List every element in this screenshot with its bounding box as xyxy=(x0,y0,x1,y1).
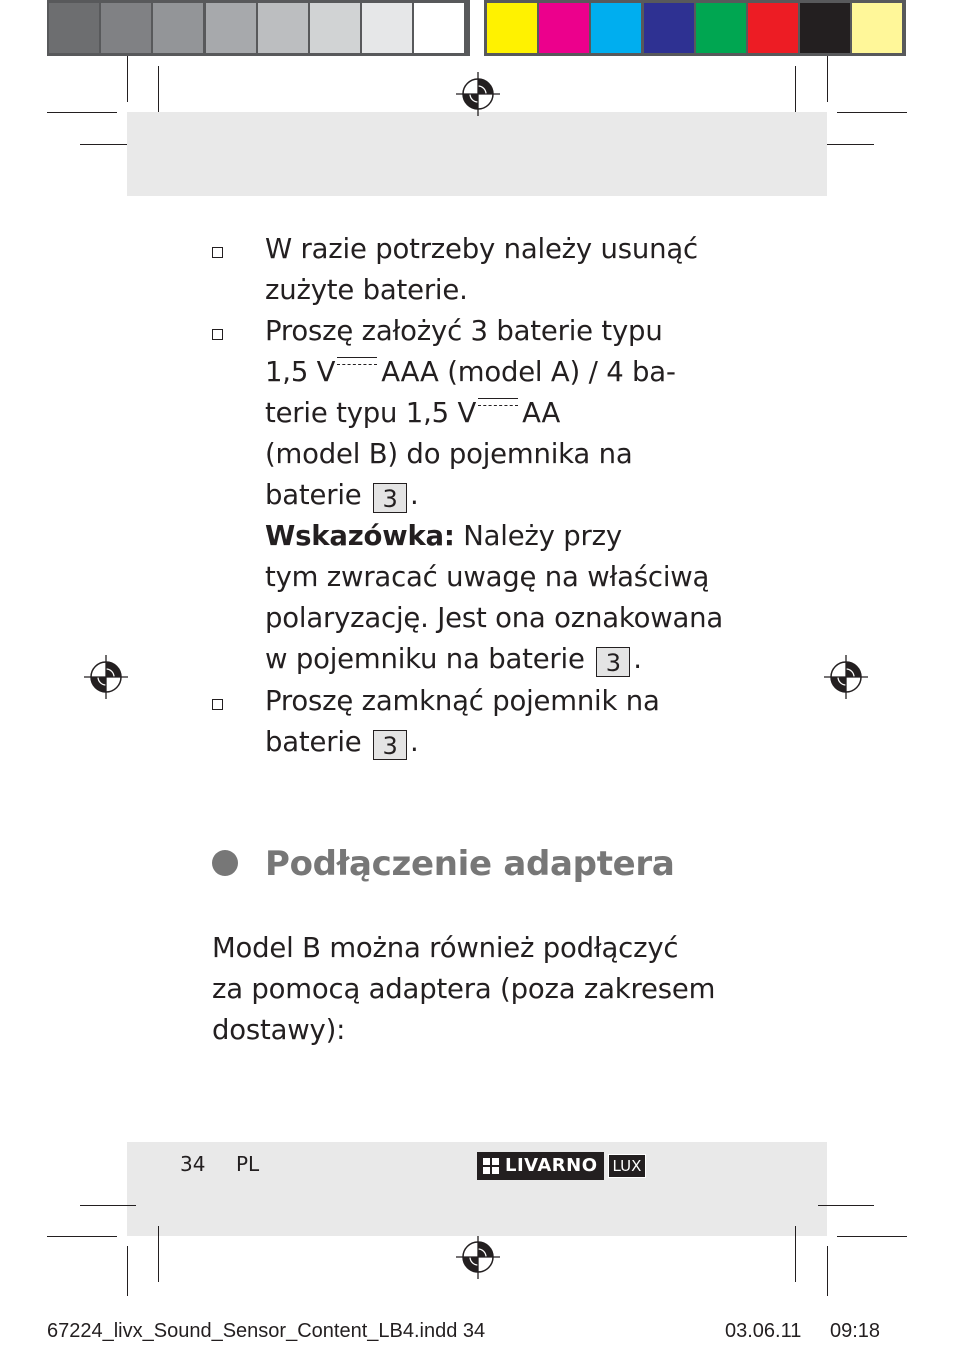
slug-date: 03.06.11 xyxy=(725,1320,802,1342)
crop-mark xyxy=(795,1226,796,1282)
crop-mark xyxy=(827,1246,828,1296)
step-text: W razie potrzeby należy usunąć xyxy=(265,233,698,265)
step-text xyxy=(265,393,560,434)
figure-reference: 3 xyxy=(373,730,407,760)
page-number: 34 xyxy=(180,1152,206,1176)
brand-sub: LUX xyxy=(608,1154,647,1178)
slug-filename: 67224_livx_Sound_Sensor_Content_LB4.indd 34 xyxy=(47,1320,486,1342)
crop-mark xyxy=(80,1205,136,1206)
checkbox-bullet-icon xyxy=(212,247,223,258)
punctuation: . xyxy=(410,479,419,511)
color-swatch xyxy=(800,3,850,53)
direct-current-icon xyxy=(337,357,377,371)
color-swatch xyxy=(644,3,694,53)
gray-swatch xyxy=(49,3,99,53)
logo-squares-icon xyxy=(483,1158,499,1174)
gray-swatch xyxy=(153,3,203,53)
brand-logo-main xyxy=(477,1152,604,1180)
registration-mark-icon xyxy=(456,1235,500,1279)
crop-mark xyxy=(837,112,907,113)
crop-mark xyxy=(127,1246,128,1296)
color-swatch xyxy=(539,3,589,53)
step-text-part: baterie xyxy=(265,479,362,511)
brand-logo xyxy=(477,1152,646,1180)
slug-time: 09:18 xyxy=(830,1320,881,1342)
gray-swatch xyxy=(101,3,151,53)
gray-swatch xyxy=(414,3,464,53)
paragraph-line: za pomocą adaptera (poza zakresem xyxy=(212,973,716,1005)
hint-label: Wskazówka: xyxy=(265,520,455,552)
registration-mark-icon xyxy=(456,72,500,116)
punctuation: . xyxy=(633,643,642,675)
gray-swatch xyxy=(258,3,308,53)
step-text xyxy=(265,352,676,393)
crop-mark xyxy=(47,112,117,113)
step-text: Proszę założyć 3 baterie typu xyxy=(265,315,663,347)
figure-reference: 3 xyxy=(373,483,407,513)
checkbox-bullet-icon xyxy=(212,699,223,710)
gray-swatch xyxy=(310,3,360,53)
crop-mark xyxy=(837,1236,907,1237)
section-bullet-icon xyxy=(212,850,238,876)
hint-text: tym zwracać uwagę na właściwą xyxy=(265,561,710,593)
color-swatch xyxy=(748,3,798,53)
step-text-part: baterie xyxy=(265,726,362,758)
crop-mark xyxy=(127,56,128,102)
gray-swatch xyxy=(206,3,256,53)
color-swatch xyxy=(487,3,537,53)
voltage-text: 1,5 V xyxy=(265,356,336,388)
hint-text-part: w pojemniku na baterie xyxy=(265,643,585,675)
step-text-part: terie typu 1,5 V xyxy=(265,397,477,429)
crop-mark xyxy=(47,1236,117,1237)
hint-text xyxy=(265,516,622,557)
paragraph-line: dostawy): xyxy=(212,1014,346,1046)
step-text: (model B) do pojemnika na xyxy=(265,438,633,470)
color-swatch xyxy=(696,3,746,53)
checkbox-bullet-icon xyxy=(212,329,223,340)
step-text: Proszę zamknąć pojemnik na xyxy=(265,685,660,717)
color-swatch xyxy=(591,3,641,53)
step-text-part: AA xyxy=(522,397,561,429)
hint-text: polaryzację. Jest ona oznakowana xyxy=(265,602,724,634)
registration-mark-icon xyxy=(824,655,868,699)
hint-text xyxy=(265,639,642,680)
step-text-part: AAA (model A) / 4 ba- xyxy=(381,356,676,388)
direct-current-icon xyxy=(478,398,518,412)
figure-reference: 3 xyxy=(596,647,630,677)
crop-mark xyxy=(827,56,828,102)
step-text xyxy=(265,475,419,516)
paragraph-line: Model B można również podłączyć xyxy=(212,932,679,964)
brand-name: LIVARNO xyxy=(505,1155,598,1176)
language-code: PL xyxy=(236,1152,260,1176)
crop-mark xyxy=(818,1205,874,1206)
hint-text-part: Należy przy xyxy=(463,520,622,552)
header-band xyxy=(127,112,827,196)
color-swatch xyxy=(852,3,902,53)
step-text xyxy=(265,722,419,763)
step-text: zużyte baterie. xyxy=(265,274,468,306)
punctuation: . xyxy=(410,726,419,758)
gray-swatch xyxy=(362,3,412,53)
registration-mark-icon xyxy=(84,655,128,699)
section-heading: Podłączenie adaptera xyxy=(265,844,675,884)
crop-mark xyxy=(158,1226,159,1282)
